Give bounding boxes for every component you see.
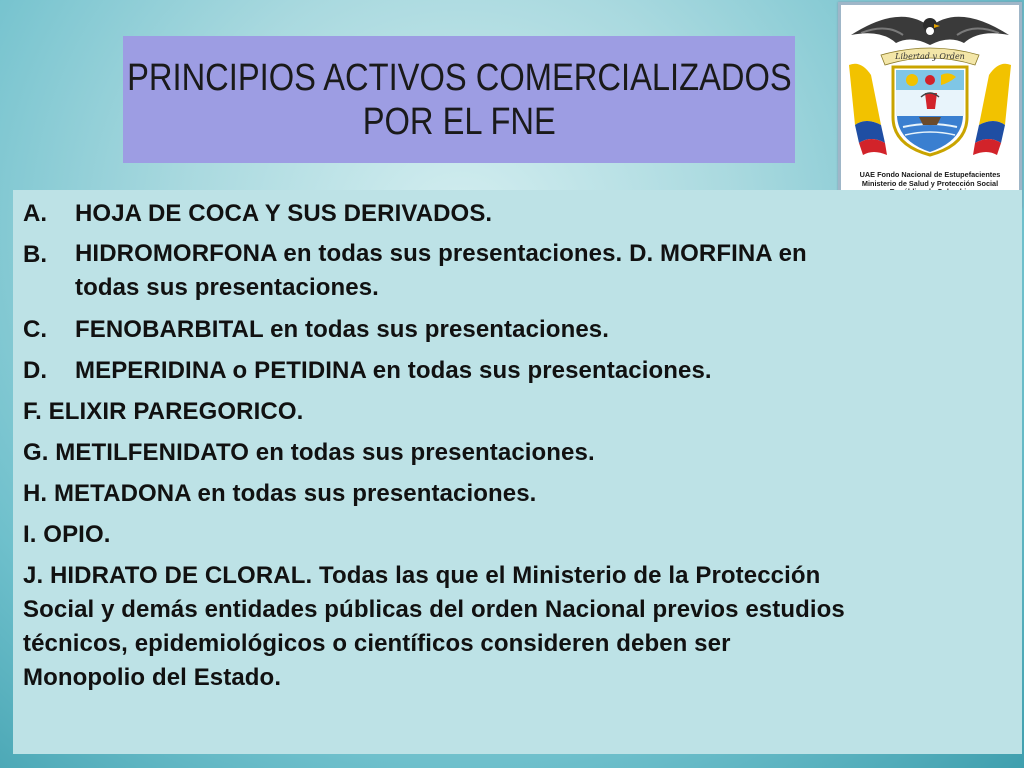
content-panel: [13, 190, 1022, 754]
list-item-b: [23, 237, 1008, 305]
list-text-j-line-1: J. HIDRATO DE CLORAL. Todas las que el Ministerio de la Protección: [23, 562, 821, 589]
list-marker-c: C.: [23, 316, 48, 343]
title-line-2: POR EL FNE: [362, 100, 556, 143]
list-text-j-line-3: técnicos, epidemiológicos o científicos consideren deben ser: [23, 630, 731, 657]
list-text-b-line-2: todas sus presentaciones.: [75, 274, 379, 301]
list-item-i: [23, 517, 1008, 552]
slide-title: [123, 36, 795, 163]
list-text-i: I. OPIO.: [23, 521, 111, 548]
title-line-1: PRINCIPIOS ACTIVOS COMERCIALIZADOS: [126, 56, 792, 99]
list-text-f: F. ELIXIR PAREGORICO.: [23, 398, 304, 425]
list-item-c: [23, 312, 1008, 347]
colombia-coat-of-arms-icon: [841, 5, 1019, 170]
list-marker-a: A.: [23, 200, 48, 227]
list-item-h: [23, 476, 1008, 511]
list-item-g: [23, 435, 1008, 470]
list-item-f: [23, 394, 1008, 429]
list-text-j-line-2: Social y demás entidades públicas del orden Nacional previos estudios: [23, 596, 845, 623]
logo-caption-line-2: Ministerio de Salud y Protección Social: [861, 178, 999, 188]
list-item-a: [23, 196, 1008, 231]
list-text-h: H. METADONA en todas sus presentaciones.: [23, 480, 537, 507]
fne-logo-card: [838, 2, 1022, 208]
list-text-g: G. METILFENIDATO en todas sus presentaciones.: [23, 439, 595, 466]
list-text-j-line-4: Monopolio del Estado.: [23, 664, 282, 691]
list-text-a: HOJA DE COCA Y SUS DERIVADOS.: [75, 200, 493, 227]
list-item-j: [23, 559, 1008, 695]
logo-motto: Libertad y Orden: [895, 52, 965, 61]
list-text-d: MEPERIDINA o PETIDINA en todas sus presentaciones.: [75, 357, 712, 384]
list-text-b-line-1: HIDROMORFONA en todas sus presentaciones. D. MORFINA en: [75, 240, 807, 267]
list-text-c: FENOBARBITAL en todas sus presentaciones.: [75, 316, 609, 343]
logo-caption-line-1: UAE Fondo Nacional de Estupefacientes: [859, 170, 1001, 179]
list-marker-d: D.: [23, 357, 48, 384]
list-marker-b: B.: [23, 241, 48, 268]
list-item-d: [23, 353, 1008, 388]
